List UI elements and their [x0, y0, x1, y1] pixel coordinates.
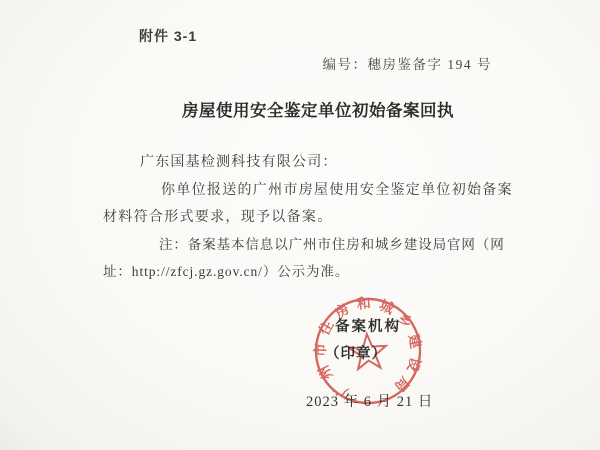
attachment-label: 附件 3-1 — [139, 28, 198, 44]
note-line-2: 址：http://zfcj.gz.gov.cn/）公示为准。 — [103, 264, 350, 279]
note-line-1: 注：备案基本信息以广州市住房和城乡建设局官网（网 — [159, 237, 505, 252]
recipient-line: 广东国基检测科技有限公司： — [140, 155, 338, 170]
signature-date: 2023 年 6 月 21 日 — [306, 394, 434, 410]
signature-seal-label: （印章） — [325, 346, 387, 362]
signature-org-label: 备案机构 — [335, 319, 401, 335]
seal-ring-text: 广州市住房和城乡建设局 — [313, 296, 423, 400]
document-title: 房屋使用安全鉴定单位初始备案回执 — [182, 101, 454, 120]
doc-number: 编号：穗房鉴备字 194 号 — [322, 57, 492, 72]
body-paragraph-line-1: 你单位报送的广州市房屋使用安全鉴定单位初始备案 — [161, 183, 513, 198]
body-paragraph-line-2: 材料符合形式要求，现予以备案。 — [103, 210, 333, 225]
